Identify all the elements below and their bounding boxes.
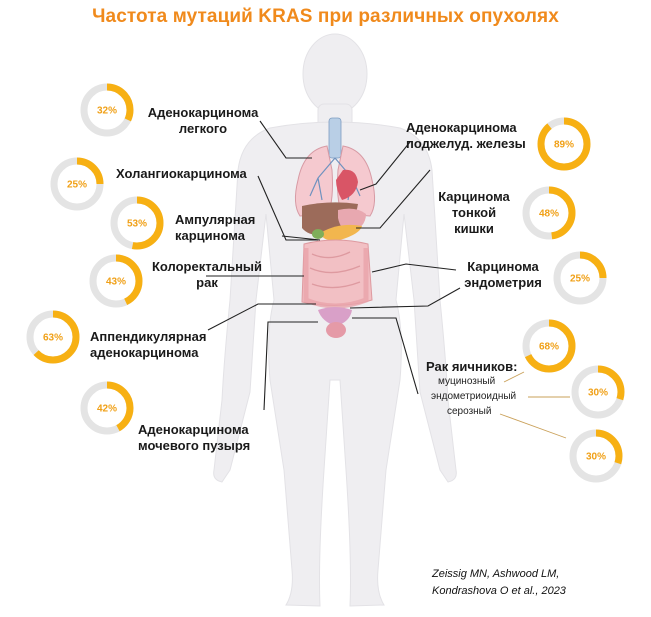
- donut-4: [93, 258, 139, 304]
- citation-line: Kondrashova O et al., 2023: [432, 585, 566, 597]
- label-line: Аденокарцинома: [138, 422, 249, 437]
- donut-7: [541, 121, 587, 167]
- donut-10: [526, 323, 572, 369]
- donut-5: [30, 314, 76, 360]
- trachea: [329, 118, 341, 158]
- donut-percent-label: 25%: [569, 273, 591, 285]
- donut-percent-label: 43%: [105, 276, 127, 288]
- donut-percent-label: 25%: [66, 179, 88, 191]
- citation: [432, 566, 566, 600]
- donut-2: [54, 161, 100, 207]
- donut-11: [575, 369, 621, 415]
- label-bladder-adenocarcinoma: [138, 422, 250, 454]
- label-line: Колоректальный: [151, 259, 263, 274]
- gallbladder: [312, 229, 324, 239]
- label-line: Аденокарцинома: [147, 105, 259, 120]
- donut-1: [84, 87, 130, 133]
- donut-8: [526, 190, 572, 236]
- label-line: Аппендикулярная: [90, 329, 207, 344]
- label-ampullary-carcinoma: [175, 212, 255, 244]
- label-endometrial-carcinoma: [454, 259, 552, 291]
- donut-percent-label: 68%: [538, 341, 560, 353]
- label-line: Аденокарцинома: [406, 120, 517, 135]
- label-ovarian-cancer: Рак яичников:: [426, 359, 518, 374]
- intestines: [302, 240, 372, 306]
- label-colorectal-cancer: [150, 259, 264, 291]
- label-line: карцинома: [175, 228, 245, 243]
- donut-percent-label: 63%: [42, 332, 64, 344]
- donut-9: [557, 255, 603, 301]
- label-line: легкого: [178, 121, 228, 136]
- label-line: мочевого пузыря: [138, 438, 251, 453]
- donut-6: [84, 385, 130, 431]
- label-line: кишки: [454, 221, 494, 236]
- donut-percent-label: 30%: [587, 387, 609, 399]
- label-line: тонкой: [451, 205, 497, 220]
- label-line: аденокарцинома: [90, 345, 199, 360]
- donut-percent-label: 89%: [553, 139, 575, 151]
- donut-percent-label: 48%: [538, 208, 560, 220]
- label-pancreatic-adenocarcinoma: [406, 120, 526, 152]
- donut-3: [114, 200, 160, 246]
- label-small-intestine-carcinoma: [426, 189, 522, 237]
- donut-percent-label: 30%: [585, 451, 607, 463]
- donut-percent-label: 42%: [96, 403, 118, 415]
- donut-12: [573, 433, 619, 479]
- donut-percent-label: 53%: [126, 218, 148, 230]
- label-line: эндометрия: [464, 275, 542, 290]
- ovarian-leader-lines: [500, 372, 570, 438]
- ovarian-subtype-mucinous: муцинозный: [438, 376, 496, 387]
- label-lung-adenocarcinoma: [144, 105, 262, 137]
- label-appendiceal-adenocarcinoma: [90, 329, 206, 361]
- ovarian-subtype-serous: серозный: [447, 406, 492, 417]
- label-cholangiocarcinoma: [116, 166, 247, 182]
- donut-percent-label: 32%: [96, 105, 118, 117]
- citation-line: Zeissig MN, Ashwood LM,: [432, 568, 560, 580]
- label-line: рак: [196, 275, 218, 290]
- label-line: Карцинома: [438, 189, 510, 204]
- label-line: Холангиокарцинома: [116, 166, 247, 181]
- label-line: Карцинома: [467, 259, 539, 274]
- ovarian-subtype-endometrioid: эндометриоидный: [431, 391, 517, 402]
- label-line: поджелуд. железы: [406, 136, 526, 151]
- page-title: Частота мутаций KRAS при различных опухолях: [92, 6, 559, 27]
- label-line: Ампулярная: [175, 212, 256, 227]
